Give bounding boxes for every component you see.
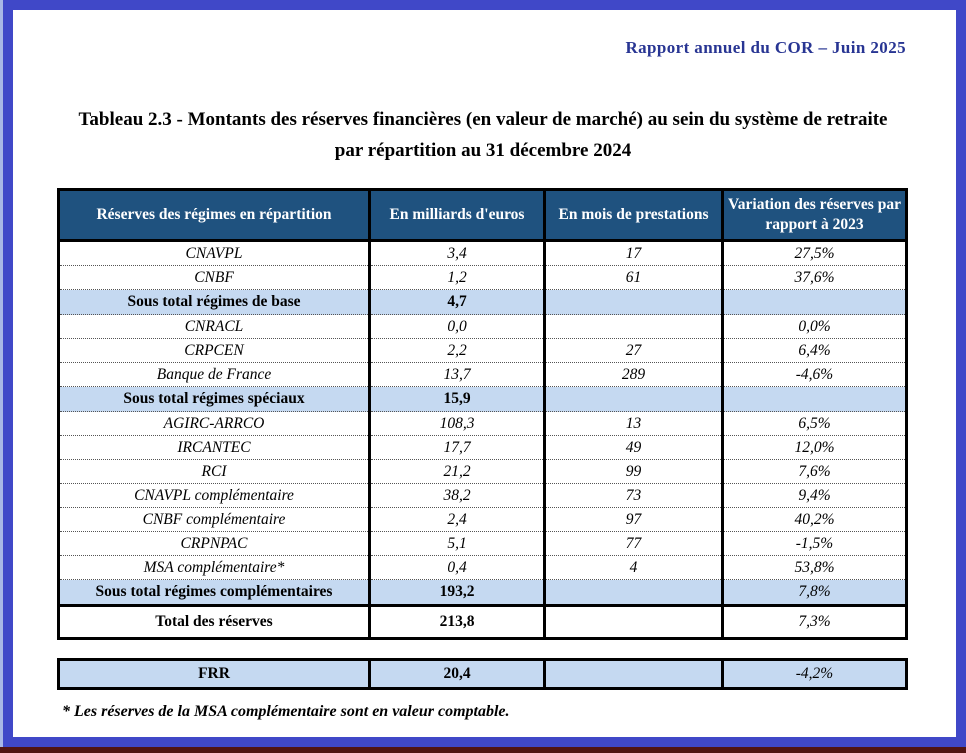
cell-mois (545, 580, 723, 606)
cell-milliards: 108,3 (370, 412, 545, 436)
table-row (59, 387, 907, 412)
cell-milliards: 38,2 (370, 484, 545, 508)
cell-label: MSA complémentaire* (59, 556, 370, 580)
cell-mois: 73 (545, 484, 723, 508)
cell-mois: 17 (545, 241, 723, 266)
cell-label: CNAVPL (59, 241, 370, 266)
cell-mois (545, 290, 723, 315)
cell-mois: 289 (545, 363, 723, 387)
cell-mois (545, 660, 723, 689)
cell-mois (545, 606, 723, 639)
cell-mois: 77 (545, 532, 723, 556)
cell-label: RCI (59, 460, 370, 484)
cell-variation: 6,5% (723, 412, 907, 436)
page-title: Tableau 2.3 - Montants des réserves financières (en valeur de marché) au sein du système de retraite par répartition au 31 décembre 2024 (78, 109, 888, 162)
window-bottom-strip (0, 747, 966, 753)
cell-milliards: 3,4 (370, 241, 545, 266)
table-row (59, 532, 907, 556)
reserves-table (57, 188, 908, 640)
cell-milliards: 2,4 (370, 508, 545, 532)
frr-table-body (59, 660, 907, 689)
cell-variation: 7,3% (723, 606, 907, 639)
table-row (59, 460, 907, 484)
cell-variation: 40,2% (723, 508, 907, 532)
table-row (59, 241, 907, 266)
table-row (59, 290, 907, 315)
table-row (59, 315, 907, 339)
frr-table (57, 658, 908, 690)
cell-label: FRR (59, 660, 370, 689)
cell-variation (723, 387, 907, 412)
cell-mois: 4 (545, 556, 723, 580)
cell-label: IRCANTEC (59, 436, 370, 460)
cell-variation: 12,0% (723, 436, 907, 460)
cell-mois: 13 (545, 412, 723, 436)
cell-milliards: 0,4 (370, 556, 545, 580)
cell-label: CRPCEN (59, 339, 370, 363)
cell-milliards: 0,0 (370, 315, 545, 339)
cell-label: Total des réserves (59, 606, 370, 639)
cell-label: CNBF complémentaire (59, 508, 370, 532)
cell-milliards: 13,7 (370, 363, 545, 387)
report-header: Rapport annuel du COR – Juin 2025 (625, 38, 906, 57)
cell-mois: 61 (545, 266, 723, 290)
table-row (59, 363, 907, 387)
cell-label: CRPNPAC (59, 532, 370, 556)
cell-milliards: 5,1 (370, 532, 545, 556)
cell-mois: 49 (545, 436, 723, 460)
column-header-regimes: Réserves des régimes en répartition (59, 190, 370, 241)
cell-variation: 0,0% (723, 315, 907, 339)
cell-milliards: 17,7 (370, 436, 545, 460)
window-edge-strip (0, 0, 3, 747)
cell-milliards: 193,2 (370, 580, 545, 606)
table-row (59, 266, 907, 290)
cell-variation: -4,6% (723, 363, 907, 387)
cell-milliards: 2,2 (370, 339, 545, 363)
main-table-body (59, 241, 907, 639)
cell-mois: 99 (545, 460, 723, 484)
cell-milliards: 1,2 (370, 266, 545, 290)
cell-variation: 27,5% (723, 241, 907, 266)
cell-variation: -4,2% (723, 660, 907, 689)
cell-label: CNAVPL complémentaire (59, 484, 370, 508)
cell-label: Sous total régimes spéciaux (59, 387, 370, 412)
cell-variation: 53,8% (723, 556, 907, 580)
cell-milliards: 213,8 (370, 606, 545, 639)
frr-row (59, 660, 907, 689)
table-row (59, 436, 907, 460)
cell-label: CNRACL (59, 315, 370, 339)
cell-variation: 6,4% (723, 339, 907, 363)
cell-mois: 27 (545, 339, 723, 363)
table-row (59, 412, 907, 436)
cell-label: Banque de France (59, 363, 370, 387)
column-header-milliards: En milliards d'euros (370, 190, 545, 241)
cell-mois (545, 387, 723, 412)
cell-milliards: 21,2 (370, 460, 545, 484)
cell-milliards: 15,9 (370, 387, 545, 412)
table-row (59, 606, 907, 639)
cell-milliards: 4,7 (370, 290, 545, 315)
table-row (59, 484, 907, 508)
cell-label: AGIRC-ARRCO (59, 412, 370, 436)
cell-variation: -1,5% (723, 532, 907, 556)
cell-label: Sous total régimes complémentaires (59, 580, 370, 606)
table-row (59, 508, 907, 532)
cell-variation: 7,8% (723, 580, 907, 606)
cell-mois (545, 315, 723, 339)
column-header-mois: En mois de prestations (545, 190, 723, 241)
table-row (59, 339, 907, 363)
cell-variation (723, 290, 907, 315)
cell-variation: 37,6% (723, 266, 907, 290)
cell-label: Sous total régimes de base (59, 290, 370, 315)
cell-milliards: 20,4 (370, 660, 545, 689)
cell-variation: 7,6% (723, 460, 907, 484)
column-header-variation: Variation des réserves par rapport à 2023 (723, 190, 907, 241)
reserves-table-header (59, 190, 907, 241)
cell-variation: 9,4% (723, 484, 907, 508)
table-row (59, 580, 907, 606)
cell-mois: 97 (545, 508, 723, 532)
cell-label: CNBF (59, 266, 370, 290)
table-row (59, 556, 907, 580)
footnote: * Les réserves de la MSA complémentaire sont en valeur comptable. (62, 703, 510, 720)
header-row (59, 190, 907, 241)
